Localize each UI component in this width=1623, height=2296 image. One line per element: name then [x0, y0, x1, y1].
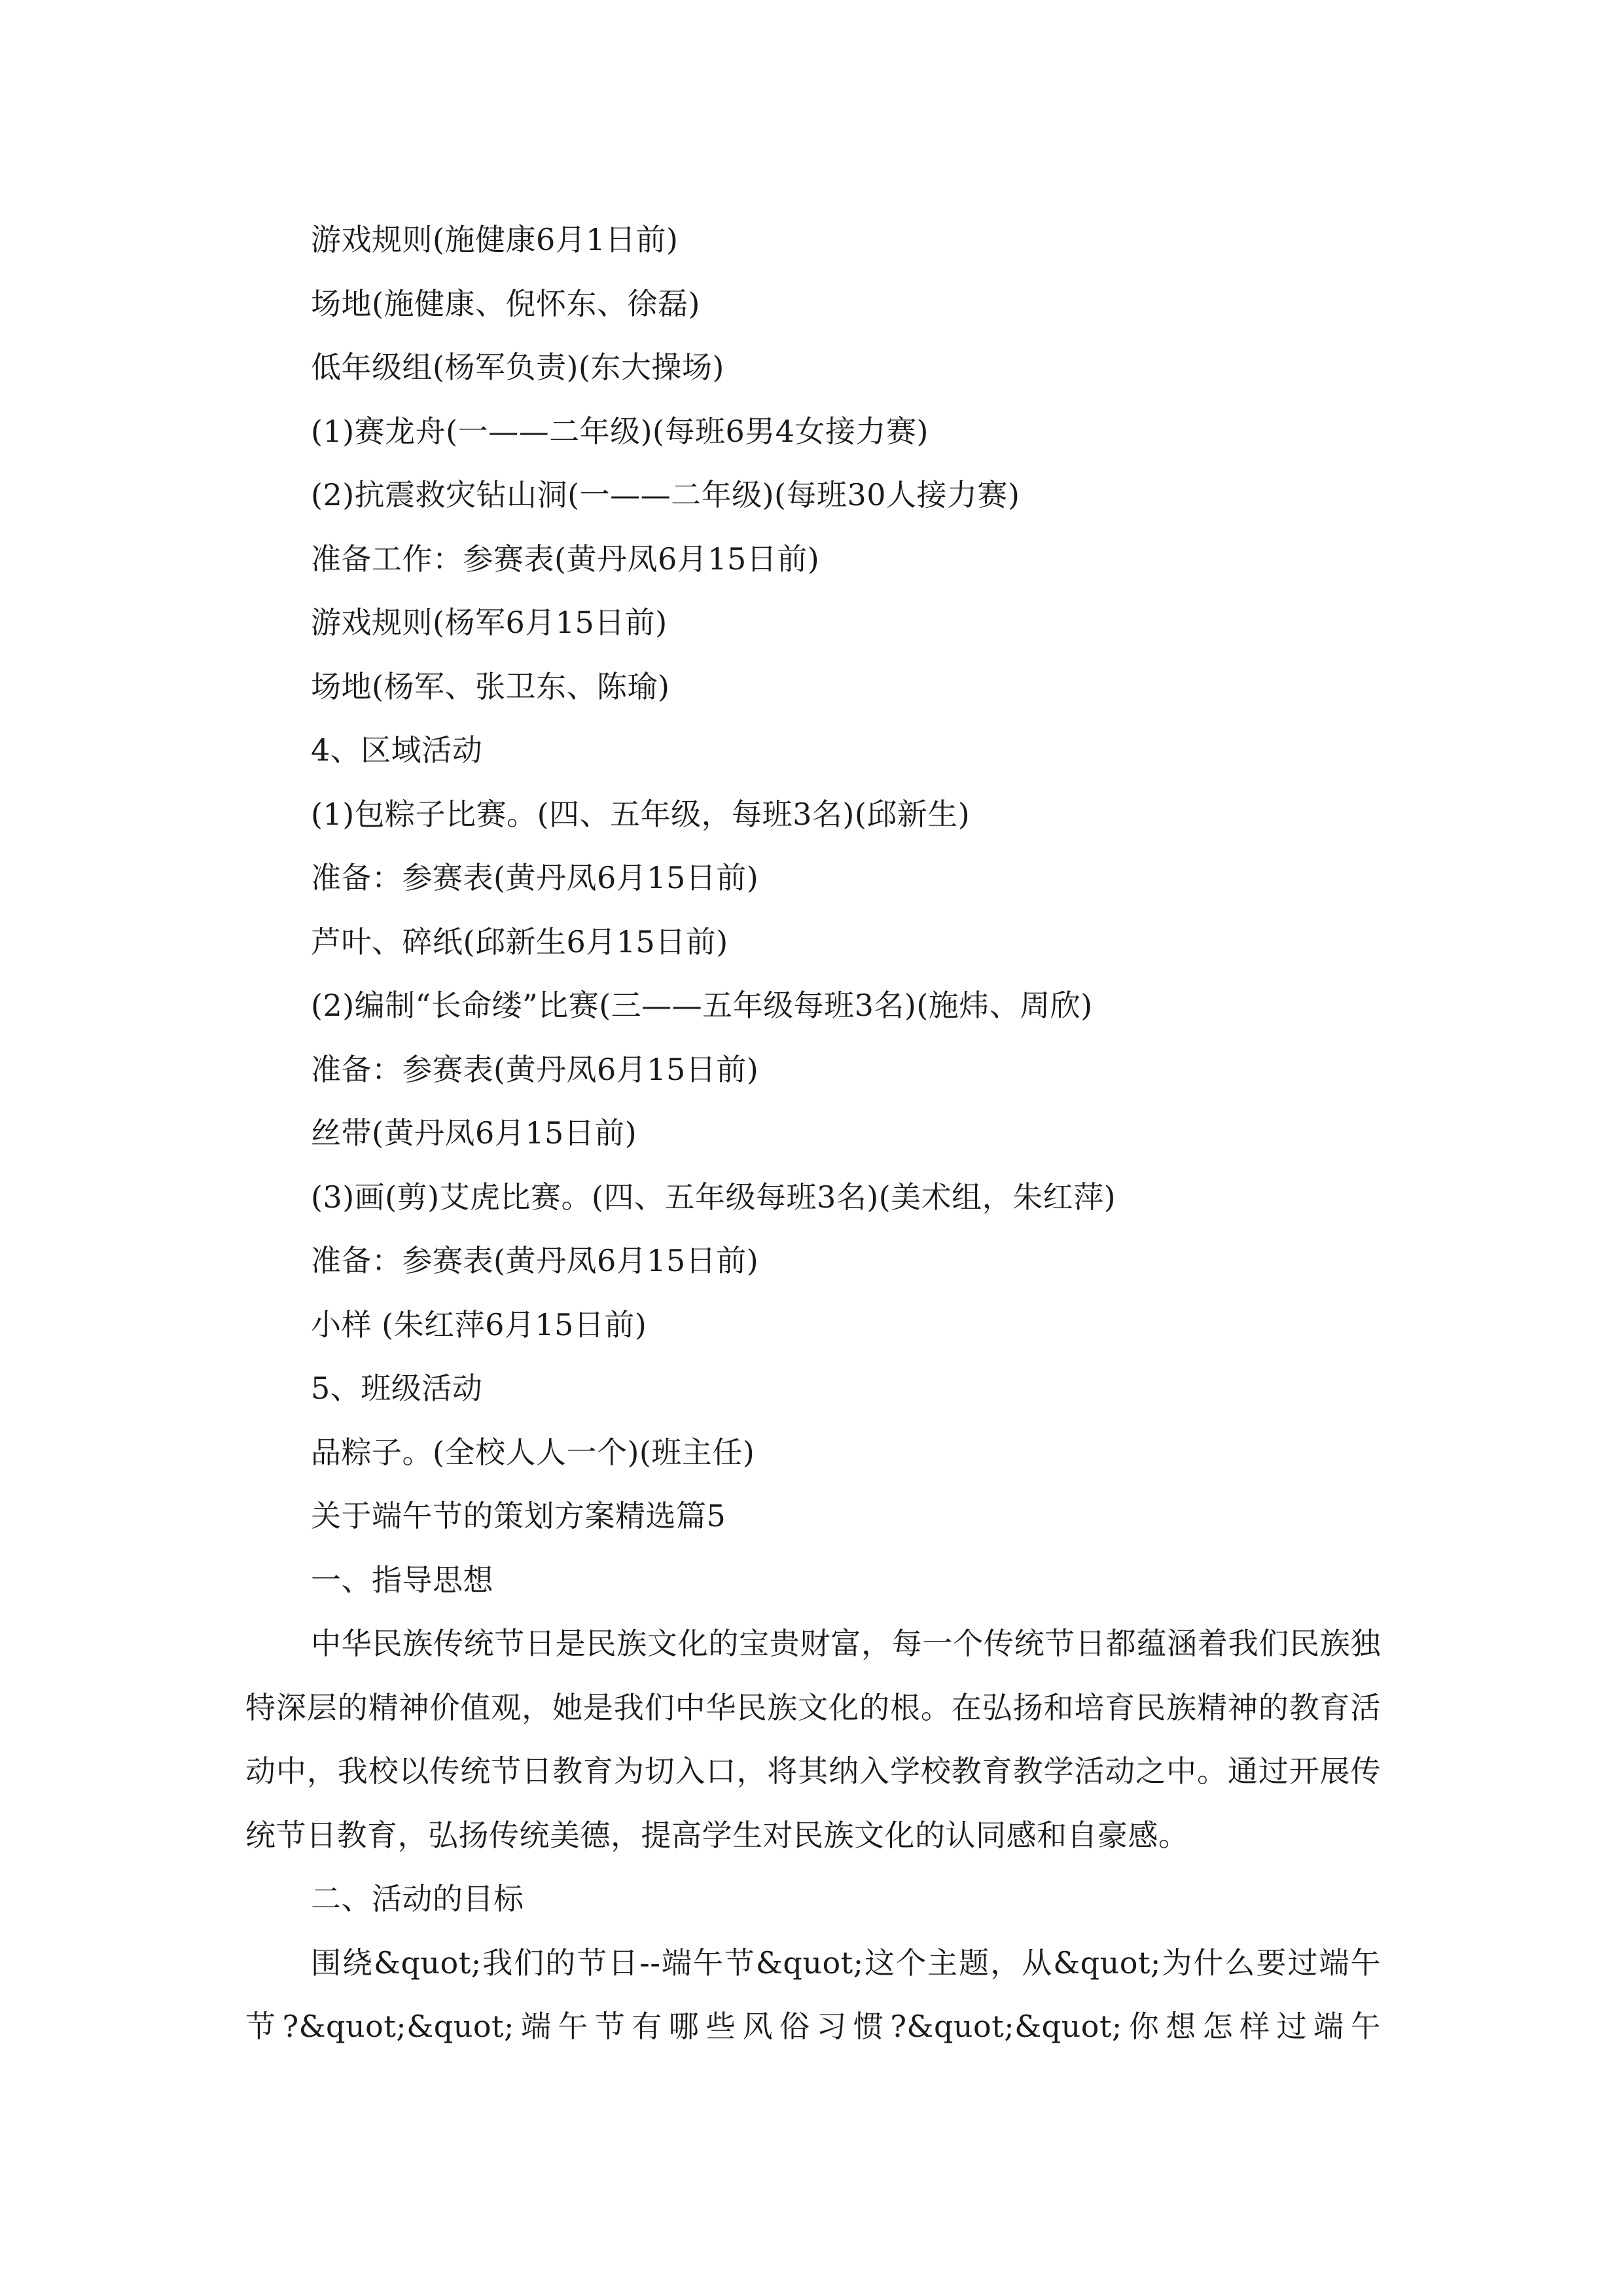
text-line: 场地(施健康、倪怀东、徐磊) [311, 285, 700, 321]
text-line: 游戏规则(施健康6月1日前) [311, 222, 679, 257]
paragraph: 围绕&quot;我们的节日--端午节&quot;这个主题，从&quot;为什么要过端午节?&quot;&quot;端午节有哪些风俗习惯?&quot;&quot;你想怎样过端午 [245, 1945, 1381, 2044]
list-heading: 4、区域活动 [311, 732, 483, 768]
text-line: 准备：参赛表(黄丹凤6月15日前) [311, 1051, 759, 1087]
text-line: 小样 (朱红萍6月15日前) [311, 1306, 647, 1342]
text-line: 品粽子。(全校人人一个)(班主任) [311, 1434, 755, 1470]
text-line: (1)赛龙舟(一——二年级)(每班6男4女接力赛) [311, 413, 929, 449]
text-line: 芦叶、碎纸(邱新生6月15日前) [311, 924, 728, 960]
paragraph: 中华民族传统节日是民族文化的宝贵财富，每一个传统节日都蕴涵着我们民族独特深层的精神价值观，她是我们中华民族文化的根。在弘扬和培育民族精神的教育活动中，我校以传统节日教育为切入口，将其纳入学校教育教学活动之中。通过开展传统节日教育，弘扬传统美德，提高学生对民族文化的认同感和自豪感。 [245, 1626, 1381, 1853]
text-line: (2)抗震救灾钻山洞(一——二年级)(每班30人接力赛) [311, 477, 1020, 512]
text-line: (2)编制“长命缕”比赛(三——五年级每班3名)(施炜、周欣) [311, 988, 1093, 1023]
text-line: 准备：参赛表(黄丹凤6月15日前) [311, 1243, 759, 1278]
text-line: 准备工作：参赛表(黄丹凤6月15日前) [311, 541, 820, 577]
section-heading: 二、活动的目标 [311, 1881, 524, 1916]
text-line: 低年级组(杨军负责)(东大操场) [311, 350, 724, 385]
text-line: 准备：参赛表(黄丹凤6月15日前) [311, 860, 759, 895]
section-title: 关于端午节的策划方案精选篇5 [311, 1498, 726, 1534]
text-line: (3)画(剪)艾虎比赛。(四、五年级每班3名)(美术组，朱红萍) [311, 1179, 1116, 1215]
section-heading: 一、指导思想 [311, 1562, 493, 1598]
text-line: 场地(杨军、张卫东、陈瑜) [311, 668, 670, 704]
text-line: 游戏规则(杨军6月15日前) [311, 605, 668, 640]
text-line: 丝带(黄丹凤6月15日前) [311, 1115, 637, 1151]
text-line: (1)包粽子比赛。(四、五年级，每班3名)(邱新生) [311, 796, 971, 832]
list-heading: 5、班级活动 [311, 1371, 483, 1406]
document-body [245, 208, 1381, 2059]
